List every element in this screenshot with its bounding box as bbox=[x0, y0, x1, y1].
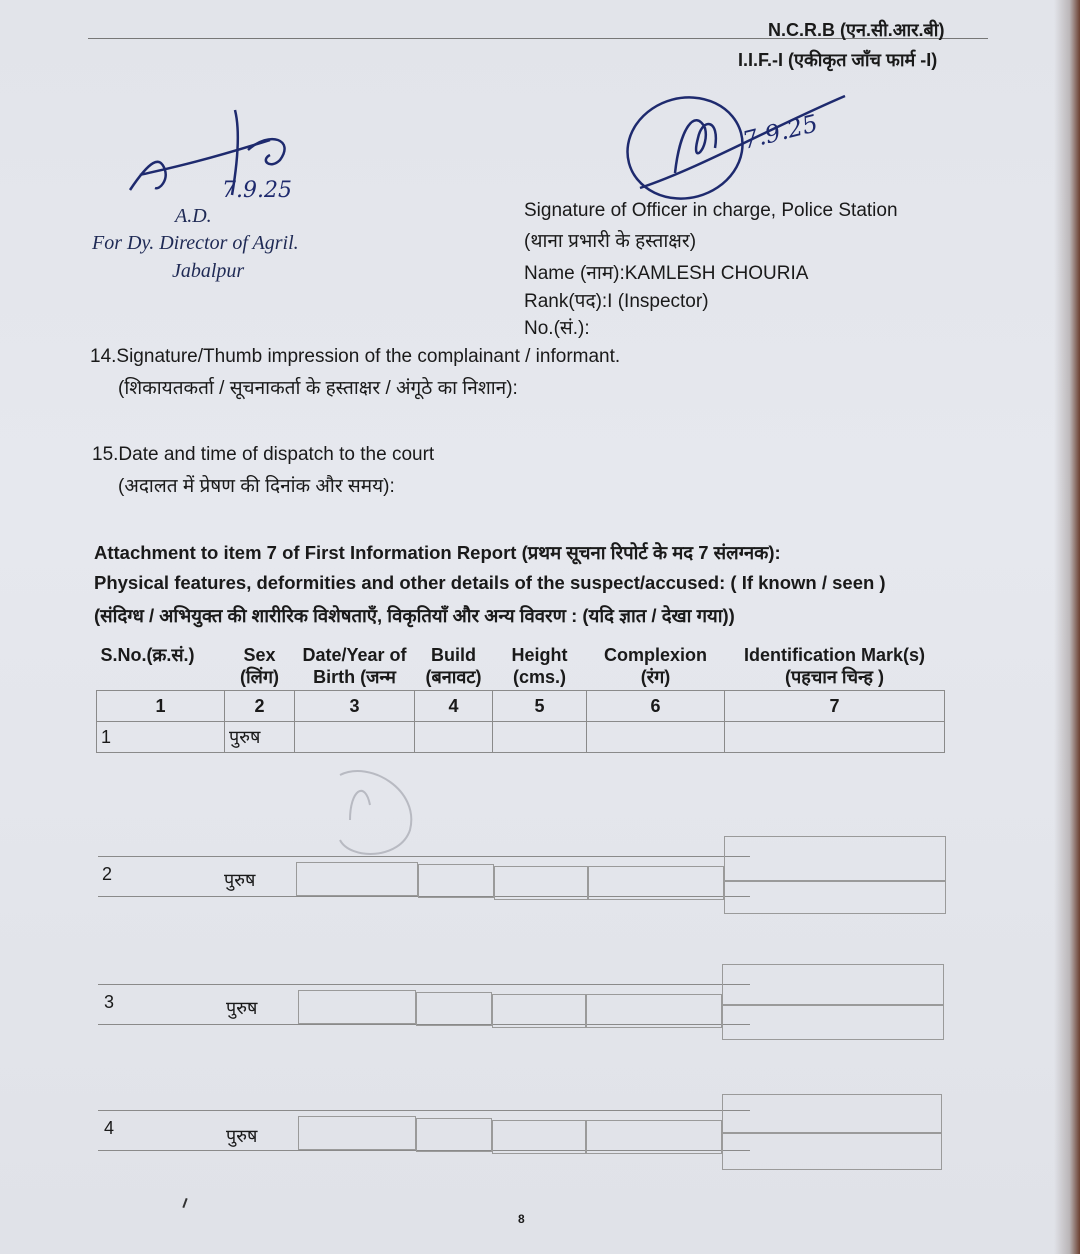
row2-idmark-cell-b bbox=[724, 880, 946, 914]
row1-sex: पुरुष bbox=[225, 722, 295, 753]
col-num-6: 6 bbox=[587, 691, 725, 722]
row3-idmark-cell-b bbox=[722, 1004, 944, 1040]
stamp-ad: A.D. bbox=[175, 205, 212, 227]
row4-top-line bbox=[98, 1110, 750, 1111]
officer-signature-label-hi: (थाना प्रभारी के हस्ताक्षर) bbox=[524, 231, 697, 252]
officer-signature-label: Signature of Officer in charge, Police Station bbox=[524, 200, 898, 221]
row1-dob bbox=[295, 722, 415, 753]
item15-label: 15.Date and time of dispatch to the court bbox=[92, 444, 435, 465]
attachment-subtitle: Physical features, deformities and other details of the suspect/accused: ( If known / seen ) bbox=[94, 572, 886, 593]
col-num-2: 2 bbox=[225, 691, 295, 722]
row3-idmark-cell-a bbox=[722, 964, 944, 1006]
col-header-height-l1: Height bbox=[511, 645, 568, 665]
col-header-sex-l2: (लिंग) bbox=[240, 667, 279, 687]
col-header-build-l2: (बनावट) bbox=[425, 667, 482, 687]
row1-sno: 1 bbox=[97, 722, 225, 753]
row3-height-cell bbox=[492, 994, 586, 1028]
col-header-height bbox=[493, 642, 587, 691]
row2-dob-cell bbox=[296, 862, 418, 896]
row2-build-cell bbox=[418, 864, 494, 898]
row4-sno: 4 bbox=[104, 1118, 115, 1138]
col-header-build-l1: Build bbox=[431, 645, 476, 665]
item14-label: 14.Signature/Thumb impression of the complainant / informant. bbox=[90, 346, 621, 367]
officer-hand-date: 7.9.25 bbox=[739, 109, 821, 155]
col-num-3: 3 bbox=[295, 691, 415, 722]
row2-complexion-cell bbox=[588, 866, 724, 900]
ncrb-header: N.C.R.B (एन.सी.आर.बी) bbox=[768, 20, 945, 40]
col-header-sno-text: S.No.(क्र.सं.) bbox=[100, 645, 195, 665]
row4-idmark-cell-a bbox=[722, 1094, 942, 1134]
row3-sno: 3 bbox=[104, 992, 115, 1012]
row3-build-cell bbox=[416, 992, 492, 1026]
attachment-title: Attachment to item 7 of First Information Report (प्रथम सूचना रिपोर्ट के मद 7 संलग्नक): bbox=[94, 542, 781, 563]
attachment-subtitle-hi: (संदिग्ध / अभियुक्त की शारीरिक विशेषताएँ, विकृतियाँ और अन्य विवरण : (यदि ज्ञात / देखा गया)) bbox=[94, 605, 735, 626]
column-number-row bbox=[97, 691, 945, 722]
ad-hand-date: 7.9.25 bbox=[222, 178, 292, 203]
col-header-complexion bbox=[587, 642, 725, 691]
stamp-designation: For Dy. Director of Agril. bbox=[92, 232, 299, 254]
row2-top-line bbox=[98, 856, 750, 857]
col-header-idmark bbox=[725, 642, 945, 691]
col-header-build bbox=[415, 642, 493, 691]
row4-build-cell bbox=[416, 1118, 492, 1152]
faint-stamp bbox=[200, 760, 430, 870]
header-row bbox=[97, 642, 945, 691]
stamp-location: Jabalpur bbox=[172, 260, 245, 282]
row3-top-line bbox=[98, 984, 750, 985]
row4-height-cell bbox=[492, 1120, 586, 1154]
row2-sno: 2 bbox=[102, 864, 113, 884]
col-header-dob bbox=[295, 642, 415, 691]
col-header-sex-l1: Sex bbox=[243, 645, 276, 665]
row3-dob-cell bbox=[298, 990, 416, 1024]
officer-number: No.(सं.): bbox=[524, 318, 590, 339]
col-header-sex bbox=[225, 642, 295, 691]
page-edge-shadow bbox=[1054, 0, 1080, 1254]
col-header-height-l2: (cms.) bbox=[512, 667, 566, 687]
col-header-sno bbox=[97, 642, 225, 691]
item14-label-hi: (शिकायतकर्ता / सूचनाकर्ता के हस्ताक्षर / अंगूठे का निशान): bbox=[118, 378, 518, 399]
col-header-idmark-l1: Identification Mark(s) bbox=[743, 645, 926, 665]
officer-name: Name (नाम):KAMLESH CHOURIA bbox=[524, 263, 809, 284]
row4-dob-cell bbox=[298, 1116, 416, 1150]
col-header-complexion-l1: Complexion bbox=[603, 645, 707, 665]
col-header-dob-l1: Date/Year of bbox=[302, 645, 407, 665]
officer-rank: Rank(पद):I (Inspector) bbox=[524, 291, 709, 312]
row1-height bbox=[493, 722, 587, 753]
row4-complexion-cell bbox=[586, 1120, 722, 1154]
form-header: I.I.F.-I (एकीकृत जाँच फार्म -I) bbox=[738, 50, 938, 70]
row4-sex: पुरुष bbox=[226, 1126, 258, 1146]
table-row bbox=[97, 722, 945, 753]
col-header-idmark-l2: (पहचान चिन्ह ) bbox=[785, 667, 884, 687]
item15-label-hi: (अदालत में प्रेषण की दिनांक और समय): bbox=[118, 476, 395, 497]
row2-sex: पुरुष bbox=[224, 870, 256, 890]
row4-idmark-cell-b bbox=[722, 1132, 942, 1170]
row1-build bbox=[415, 722, 493, 753]
col-header-dob-l2: Birth (जन्म bbox=[313, 667, 396, 687]
row1-idmark bbox=[725, 722, 945, 753]
row3-sex: पुरुष bbox=[226, 998, 258, 1018]
suspect-table-header bbox=[96, 642, 945, 753]
col-num-5: 5 bbox=[493, 691, 587, 722]
row2-idmark-cell-a bbox=[724, 836, 946, 882]
row3-complexion-cell bbox=[586, 994, 722, 1028]
page-number: 8 bbox=[518, 1212, 525, 1226]
col-header-complexion-l2: (रंग) bbox=[640, 667, 671, 687]
col-num-1: 1 bbox=[97, 691, 225, 722]
row2-height-cell bbox=[494, 866, 588, 900]
stray-mark bbox=[182, 1198, 187, 1208]
officer-signature bbox=[620, 88, 860, 208]
row1-complexion bbox=[587, 722, 725, 753]
col-num-4: 4 bbox=[415, 691, 493, 722]
col-num-7: 7 bbox=[725, 691, 945, 722]
